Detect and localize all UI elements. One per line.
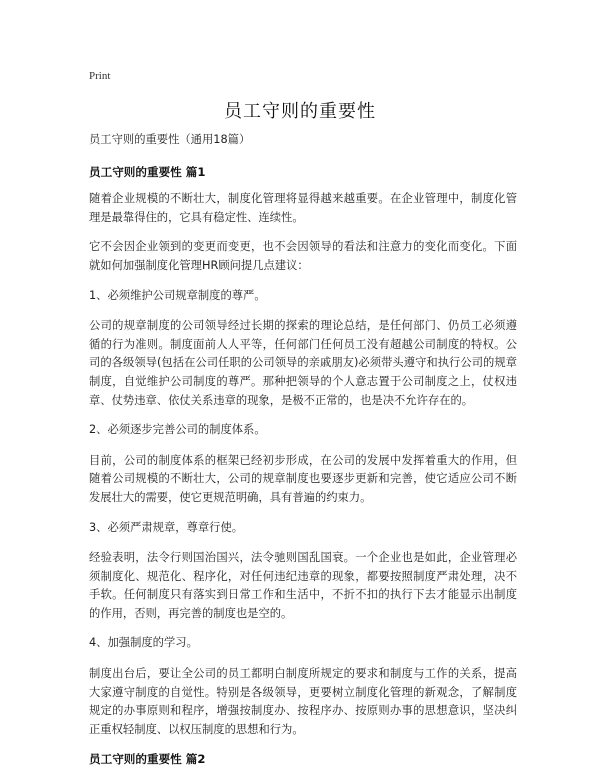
section-heading: 员工守则的重要性 篇1	[89, 164, 206, 179]
paragraph: 目前，公司的制度体系的框架已经初步形成，在公司的发展中发挥着重大的作用，但随着公司规模的不断壮大，公司的规章制度也要逐步更新和完善，使它适应公司不断发展壮大的需要，使它更规范明确，具有普遍的约束力。	[89, 453, 517, 504]
list-point: 3、必须严肃规章，尊章行使。	[89, 520, 244, 534]
list-point: 2、必须逐步完善公司的制度体系。	[89, 423, 266, 437]
print-label[interactable]: Print	[89, 70, 111, 82]
page-title: 员工守则的重要性	[224, 101, 376, 122]
section-heading: 员工守则的重要性 篇2	[89, 752, 206, 767]
paragraph: 它不会因企业领到的变更而变更，也不会因领导的看法和注意力的变化而变化。下面就如何加强制度化管理HR顾问提几点建议：	[89, 240, 517, 272]
list-point: 4、加强制度的学习。	[89, 636, 198, 650]
document-body	[89, 131, 517, 778]
paragraph: 随着企业规模的不断壮大，制度化管理将显得越来越重要。在企业管理中，制度化管理是最靠得住的，它具有稳定性、连续性。	[89, 192, 517, 224]
list-point: 1、必须维护公司规章制度的尊严。	[89, 288, 266, 302]
paragraph: 制度出台后，要让全公司的员工都明白制度所规定的要求和制度与工作的关系，提高大家遵守制度的自觉性。特别是各级领导，更要树立制度化管理的新观念，了解制度规定的办事原则和程序，增强按制度办、按程序办、按原则办事的思想意识，坚决纠正重权轻制度、以权压制度的思想和行为。	[89, 667, 517, 736]
paragraph: 公司的规章制度的公司领导经过长期的探索的理论总结，是任何部门、仍员工必须遵循的行为准则。制度面前人人平等，任何部门任何员工没有超越公司制度的特权。公司的各级领导(包括在公司任职的公司领导的亲戚朋友)必须带头遵守和执行公司的规章制度，自觉维护公司制度的尊严。那种把领导的个人意志置于公司制度之上，仗权违章、仗势违章、依仗关系违章的现象，是极不正常的，也是决不允许存在的。	[89, 319, 517, 407]
document-subtitle: 员工守则的重要性（通用18篇）	[89, 133, 251, 146]
paragraph: 经验表明，法令行则国治国兴，法令驰则国乱国衰。一个企业也是如此，企业管理必须制度化、规范化、程序化，对任何违纪违章的现象，都要按照制度严肃处理，决不手软。任何制度只有落实到日常工作和生活中，不折不扣的执行下去才能显示出制度的作用，否则，再完善的制度也是空的。	[89, 551, 517, 620]
